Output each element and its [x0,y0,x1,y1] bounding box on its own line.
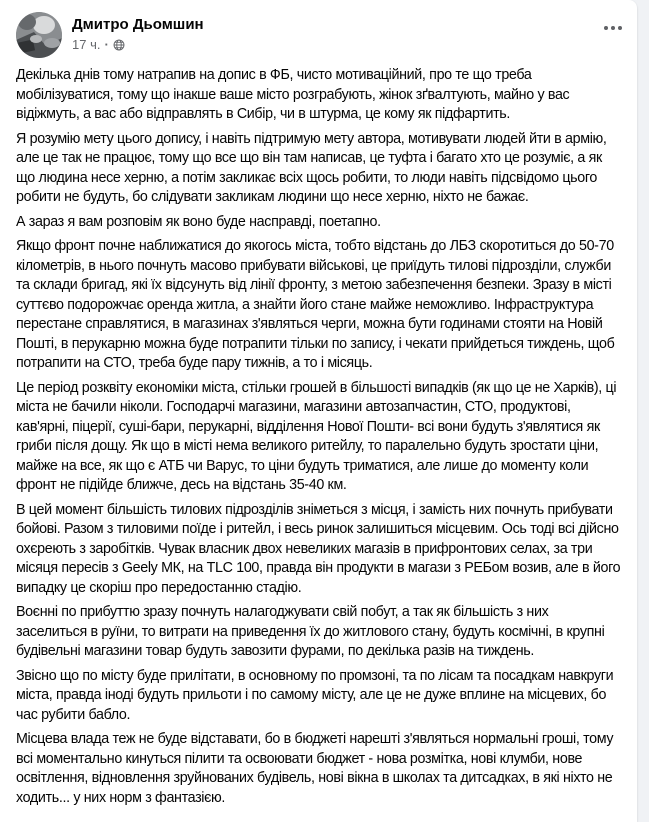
post-paragraph: В цей момент більшість тилових підрозділів зніметься з місця, і замість них почнуть прибувати бойові. Разом з тиловими поїде і ритейл, і весь ринок залишиться місцевим. Ось тоді всі дійсно охєреють з заробітків. Чувак власник двох невеликих магазів в прифронтових селах, за три місяця пересів з Geely МК, на TLC 100, правда він продукти в магази з РЕБом возив, але в його випадку це скоріш про передостанню стадію. [16,501,621,596]
avatar[interactable] [16,12,62,58]
post-content [0,58,637,822]
post-paragraph: Це період розквіту економіки міста, стільки грошей в більшості випадків (як що це не Харків), ці міста не бачили ніколи. Господарчі магазини, магазини автозапчастин, СТО, продуктові, кав'ярні, піцерії, суші-бари, перукарні, відділення Нової Пошти- всі вони будуть з'являтися як гриби після дощу. Як що в місті нема великого ритейлу, то паралельно будуть зростати ціни, майже на все, як що є АТБ чи Варус, то ціни будуть триматися, але лише до моменту коли фронт не підійде ближче, десь на відстань 35-40 км. [16,379,617,493]
post-paragraph: Декілька днів тому натрапив на допис в ФБ, чисто мотиваційний, про те що треба мобілізуватися, тому що інакше ваше місто розграбують, жінок зґвалтують, майно у вас відіжмуть, а вас або відправлять в Сибір, чи в штурма, це кому як підфартить. [16,67,570,122]
post-paragraph: Місцева влада теж не буде відставати, бо в бюджеті нарешті з'являться нормальні гроші, тому всі моментально кинуться пілити та освоювати бюджет - нова розмітка, нові клумби, нове освітлення, відновлення зруйнованих будівель, нові вікна в школах та дитсадках, в які ніхто не ходить... у них норм з фантазією. [16,731,614,806]
post-meta[interactable] [72,37,204,52]
post-paragraph: Якщо фронт почне наближатися до якогось міста, тобто відстань до ЛБЗ скоротиться до 50-70 кілометрів, в нього почнуть масово прибувати військові, це приїдуть тилові підрозділи, служби та склади бригад, які їх відсунуть від лінії фронту, з метою забезпечення безпеки. Зразу в місті суттєво подорожчає оренда житла, а знайти його стане майже неможливо. Інфраструктура перестане справлятися, в магазинах з'являться черги, можна бути годинами стояти на Новій Пошті, в перукарню можна буде потрапити тільки по запису, і чекати прийдеться тиждень, щоб потрапити на СТО, треба буде пару тижнів, а то і місяць. [16,238,615,371]
avatar-photo [16,12,62,58]
post-paragraph: А зараз я вам розповім як воно буде насправді, поетапно. [16,213,381,230]
more-options-button[interactable] [597,12,629,44]
ellipsis-icon [604,26,622,30]
post-timestamp[interactable]: 17 ч. [72,37,101,52]
globe-icon [113,38,125,51]
post-header [0,0,637,58]
post-paragraph: Звісно що по місту буде прилітати, в основному по промзоні, та по лісам та посадкам навкруги міста, правда іноді будуть прильоти і по самому місту, але це не дуже вплине на місцевих, бо час рубити бабло. [16,667,614,723]
post-paragraph: Воєнні по прибуттю зразу почнуть налагоджувати свій побут, а так як більшість з них заселиться в руїни, то витрати на приведення їх до житлового стану, будуть космічні, в крупні будівельні магазини товар будуть завозити фурами, по декілька разів на тиждень. [16,604,605,659]
header-text [72,12,204,52]
post-paragraph: Я розумію мету цього допису, і навіть підтримую мету автора, мотивувати людей йти в армію, але це так не працює, тому що все що він там написав, це туфта і багато хто це розуміє, а як що людина несе херню, а потім закликає всіх щось робити, то люди навіть підсвідомо цього робити не будуть, бо слідувати закликам людини що несе херню, ніхто не бажає. [16,130,607,205]
meta-separator: · [104,37,109,52]
author-name[interactable]: Дмитро Дьомшин [72,16,204,33]
